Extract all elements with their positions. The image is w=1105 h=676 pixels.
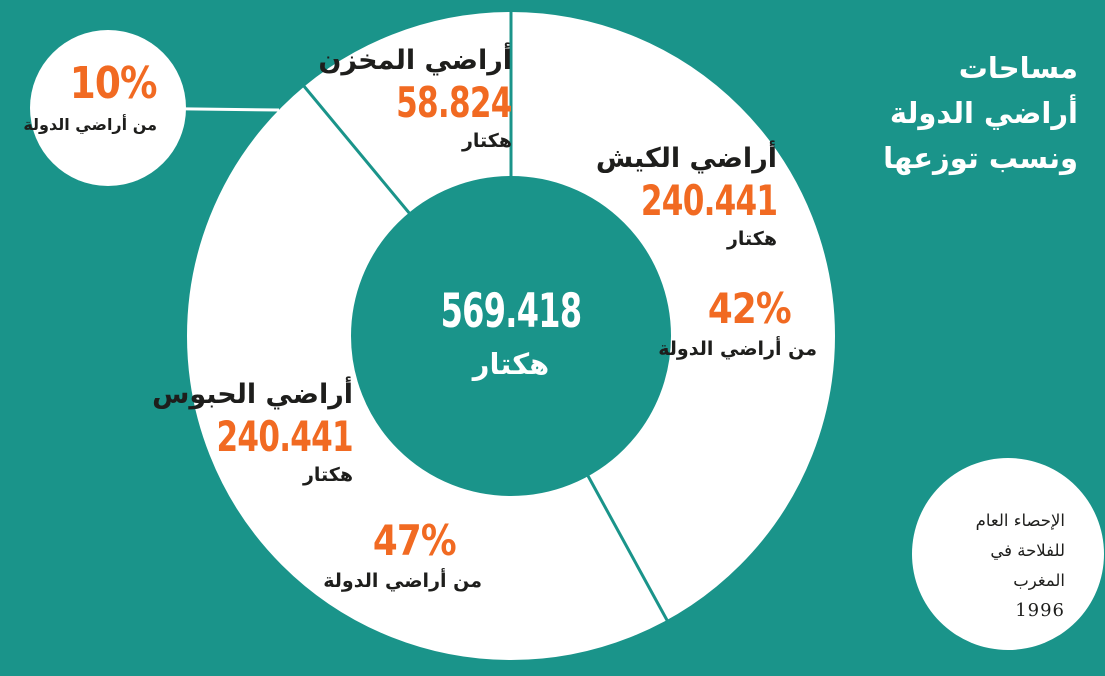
percent-caption: من أراضي الدولة (658, 338, 817, 360)
total-unit: هكتار (472, 346, 550, 381)
segment-unit: هكتار (302, 464, 353, 487)
callout-caption: من أراضي الدولة (23, 115, 157, 134)
source-line: للفلاحة في (990, 541, 1065, 560)
segment-unit: هكتار (461, 130, 512, 153)
percent-value: 10% (70, 58, 157, 109)
segment-value: 240.441 (216, 411, 353, 461)
segment-value: 58.824 (396, 77, 512, 127)
source-line: المغرب (1013, 571, 1065, 590)
segment-name: أراضي الكيش (595, 143, 777, 174)
title-line: ونسب توزعها (883, 141, 1078, 175)
habous-label (152, 378, 353, 488)
center-total (407, 286, 614, 381)
source-year: 1996 (1015, 600, 1065, 621)
title-line: مساحات (958, 51, 1078, 85)
segment-name: أراضي المخزن (318, 45, 512, 76)
segment-unit: هكتار (726, 228, 777, 251)
page-title (883, 46, 1078, 181)
source-line: الإحصاء العام (975, 511, 1065, 530)
percent-value: 42% (708, 284, 791, 333)
habous-percent (323, 516, 482, 594)
segment-name: أراضي الحبوس (152, 379, 353, 410)
percent-value: 47% (373, 516, 456, 565)
guich-label (593, 142, 777, 252)
source-text (976, 506, 1065, 626)
title-line: أراضي الدولة (889, 96, 1078, 130)
percent-caption: من أراضي الدولة (323, 570, 482, 592)
guich-percent (658, 284, 817, 362)
segment-value: 240.441 (640, 175, 777, 225)
callout-percent (23, 58, 157, 134)
makhzen-label (318, 44, 512, 154)
total-value: 569.418 (440, 284, 582, 339)
